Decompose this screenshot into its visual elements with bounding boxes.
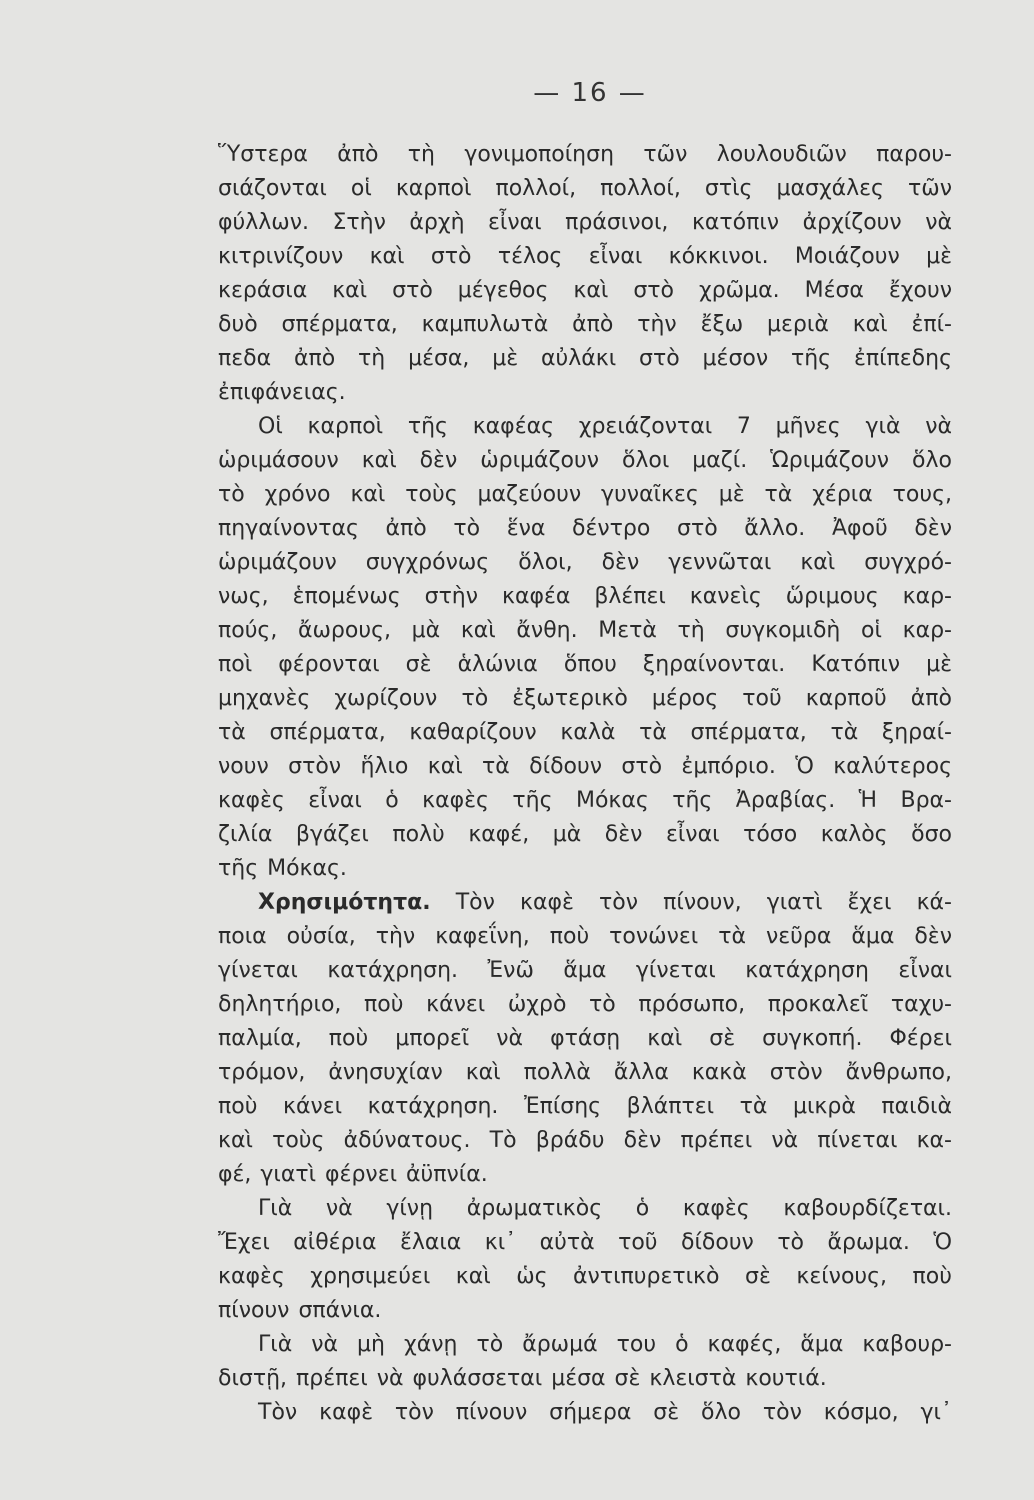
text-line: ὡριμάζουν συγχρόνως ὅλοι, δὲν γεννῶται καὶ συγχρό- bbox=[218, 550, 952, 575]
text-line: τῆς Μόκας. bbox=[218, 856, 347, 881]
text-line: ποὺ κάνει κατάχρηση. Ἐπίσης βλάπτει τὰ μικρὰ παιδιὰ bbox=[218, 1094, 952, 1119]
text-line: κιτρινίζουν καὶ στὸ τέλος εἶναι κόκκινοι. Μοιάζουν μὲ bbox=[218, 244, 952, 269]
text-fragment: Τὸν καφὲ τὸν πίνουν, γιατὶ ἔχει κά- bbox=[430, 890, 952, 915]
text-line: κεράσια καὶ στὸ μέγεθος καὶ στὸ χρῶμα. Μέσα ἔχουν bbox=[218, 278, 952, 303]
text-line: ζιλία βγάζει πολὺ καφέ, μὰ δὲν εἶναι τόσο καλὸς ὅσο bbox=[218, 822, 952, 847]
text-line: καφὲς χρησιμεύει καὶ ὡς ἀντιπυρετικὸ σὲ κείνους, ποὺ bbox=[218, 1264, 952, 1289]
text-line: Γιὰ νὰ μὴ χάνῃ τὸ ἄρωμά του ὁ καφές, ἅμα καβουρ- bbox=[258, 1332, 952, 1357]
text-line: καὶ τοὺς ἀδύνατους. Τὸ βράδυ δὲν πρέπει νὰ πίνεται κα- bbox=[218, 1128, 952, 1153]
text-line: διστῇ, πρέπει νὰ φυλάσσεται μέσα σὲ κλειστὰ κουτιά. bbox=[218, 1366, 827, 1391]
text-line: παλμία, ποὺ μπορεῖ νὰ φτάσῃ καὶ σὲ συγκοπή. Φέρει bbox=[218, 1026, 952, 1051]
text-line: φέ, γιατὶ φέρνει ἀϋπνία. bbox=[218, 1162, 488, 1187]
text-line: πούς, ἄωρους, μὰ καὶ ἄνθη. Μετὰ τὴ συγκομιδὴ οἱ καρ- bbox=[218, 618, 952, 643]
text-line: Ὕστερα ἀπὸ τὴ γονιμοποίηση τῶν λουλουδιῶν παρου- bbox=[218, 142, 952, 167]
text-line: ἐπιφάνειας. bbox=[218, 380, 346, 405]
text-line: δυὸ σπέρματα, καμπυλωτὰ ἀπὸ τὴν ἔξω μεριὰ καὶ ἐπί- bbox=[218, 312, 952, 337]
text-line: Γιὰ νὰ γίνῃ ἀρωματικὸς ὁ καφὲς καβουρδίζεται. bbox=[258, 1196, 952, 1221]
text-line: Οἱ καρποὶ τῆς καφέας χρειάζονται 7 μῆνες γιὰ νὰ bbox=[258, 414, 952, 439]
text-line: μηχανὲς χωρίζουν τὸ ἐξωτερικὸ μέρος τοῦ καρποῦ ἀπὸ bbox=[218, 686, 952, 711]
page-number: — 16 — bbox=[533, 78, 647, 108]
text-line: τρόμον, ἀνησυχίαν καὶ πολλὰ ἄλλα κακὰ στὸν ἄνθρωπο, bbox=[218, 1060, 952, 1085]
text-line: Τὸν καφὲ τὸν πίνουν σήμερα σὲ ὅλο τὸν κόσμο, γι᾽ bbox=[258, 1400, 952, 1425]
section-heading: Χρησιμότητα. bbox=[258, 890, 431, 915]
body-text bbox=[218, 138, 952, 1430]
text-line: καφὲς εἶναι ὁ καφὲς τῆς Μόκας τῆς Ἀραβίας. Ἡ Βρα- bbox=[218, 788, 952, 813]
text-line: ποια οὐσία, τὴν καφεΐνη, ποὺ τονώνει τὰ νεῦρα ἅμα δὲν bbox=[218, 924, 952, 949]
text-line: τὰ σπέρματα, καθαρίζουν καλὰ τὰ σπέρματα, τὰ ξηραί- bbox=[218, 720, 952, 745]
text-line: νουν στὸν ἥλιο καὶ τὰ δίδουν στὸ ἐμπόριο. Ὁ καλύτερος bbox=[218, 754, 952, 779]
text-line: δηλητήριο, ποὺ κάνει ὠχρὸ τὸ πρόσωπο, προκαλεῖ ταχυ- bbox=[218, 992, 952, 1017]
text-line: πεδα ἀπὸ τὴ μέσα, μὲ αὐλάκι στὸ μέσον τῆς ἐπίπεδης bbox=[218, 346, 952, 371]
text-line: γίνεται κατάχρηση. Ἐνῶ ἅμα γίνεται κατάχρηση εἶναι bbox=[218, 958, 952, 983]
text-line: ποὶ φέρονται σὲ ἁλώνια ὅπου ξηραίνονται. Κατόπιν μὲ bbox=[218, 652, 952, 677]
text-line: φύλλων. Στὴν ἀρχὴ εἶναι πράσινοι, κατόπιν ἀρχίζουν νὰ bbox=[218, 210, 952, 235]
text-line: σιάζονται οἱ καρποὶ πολλοί, πολλοί, στὶς μασχάλες τῶν bbox=[218, 176, 952, 201]
text-line: πίνουν σπάνια. bbox=[218, 1298, 382, 1323]
text-line: τὸ χρόνο καὶ τοὺς μαζεύουν γυναῖκες μὲ τὰ χέρια τους, bbox=[218, 482, 952, 507]
text-line: νως, ἑπομένως στὴν καφέα βλέπει κανεὶς ὥριμους καρ- bbox=[218, 584, 952, 609]
text-line bbox=[218, 886, 952, 920]
text-line: Ἔχει αἰθέρια ἔλαια κι᾽ αὐτὰ τοῦ δίδουν τὸ ἄρωμα. Ὁ bbox=[218, 1230, 952, 1255]
text-line: πηγαίνοντας ἀπὸ τὸ ἕνα δέντρο στὸ ἄλλο. Ἀφοῦ δὲν bbox=[218, 516, 952, 541]
text-line: ὡριμάσουν καὶ δὲν ὡριμάζουν ὅλοι μαζί. Ὡριμάζουν ὅλο bbox=[218, 448, 952, 473]
